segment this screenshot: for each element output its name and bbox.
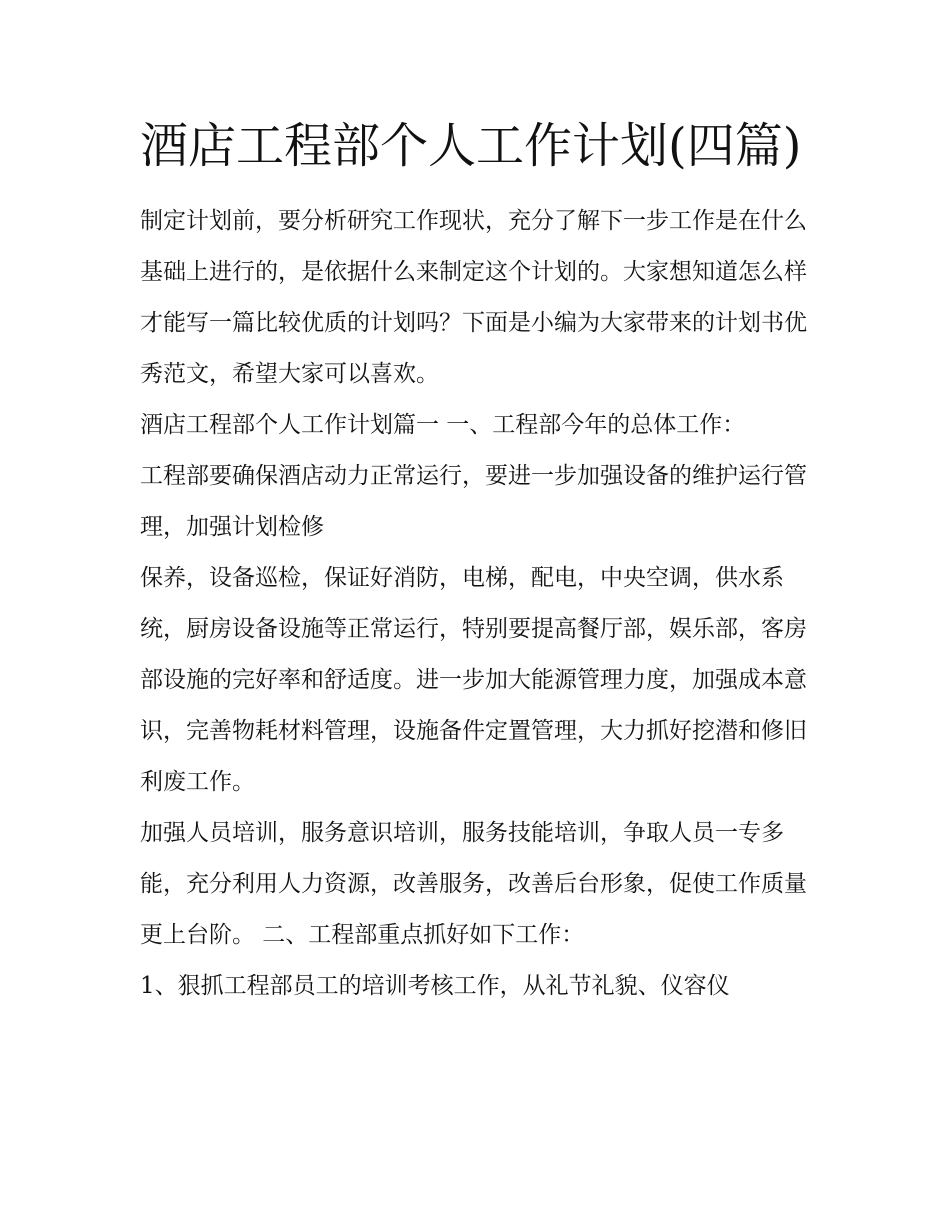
- document-body: [140, 112, 820, 1012]
- key-work-item-1: 1、狠抓工程部员工的培训考核工作，从礼节礼貌、仪容仪: [140, 973, 730, 999]
- section-one-heading: 酒店工程部个人工作计划篇一 一、工程部今年的总体工作：: [140, 412, 746, 438]
- maintenance-paragraph: 保养，设备巡检，保证好消防，电梯，配电，中央空调，供水系统，厨房设备设施等正常运行，特别要提高餐厅部，娱乐部，客房部设施的完好率和舒适度。进一步加大能源管理力度，加强成本意识，完善物耗材料管理，设施备件定置管理，大力抓好挖潜和修旧利废工作。: [140, 565, 807, 795]
- intro-paragraph: 制定计划前，要分析研究工作现状，充分了解下一步工作是在什么基础上进行的，是依据什么来制定这个计划的。大家想知道怎么样才能写一篇比较优质的计划吗？下面是小编为大家带来的计划书优秀范文，希望大家可以喜欢。: [140, 208, 807, 387]
- overall-work-paragraph: 工程部要确保酒店动力正常运行，要进一步加强设备的维护运行管理，加强计划检修: [140, 463, 807, 540]
- training-paragraph: 加强人员培训，服务意识培训，服务技能培训，争取人员一专多能，充分利用人力资源，改善服务，改善后台形象，促使工作质量更上台阶。 二、工程部重点抓好如下工作：: [140, 820, 807, 948]
- document-title: 酒店工程部个人工作计划(四篇): [140, 118, 802, 174]
